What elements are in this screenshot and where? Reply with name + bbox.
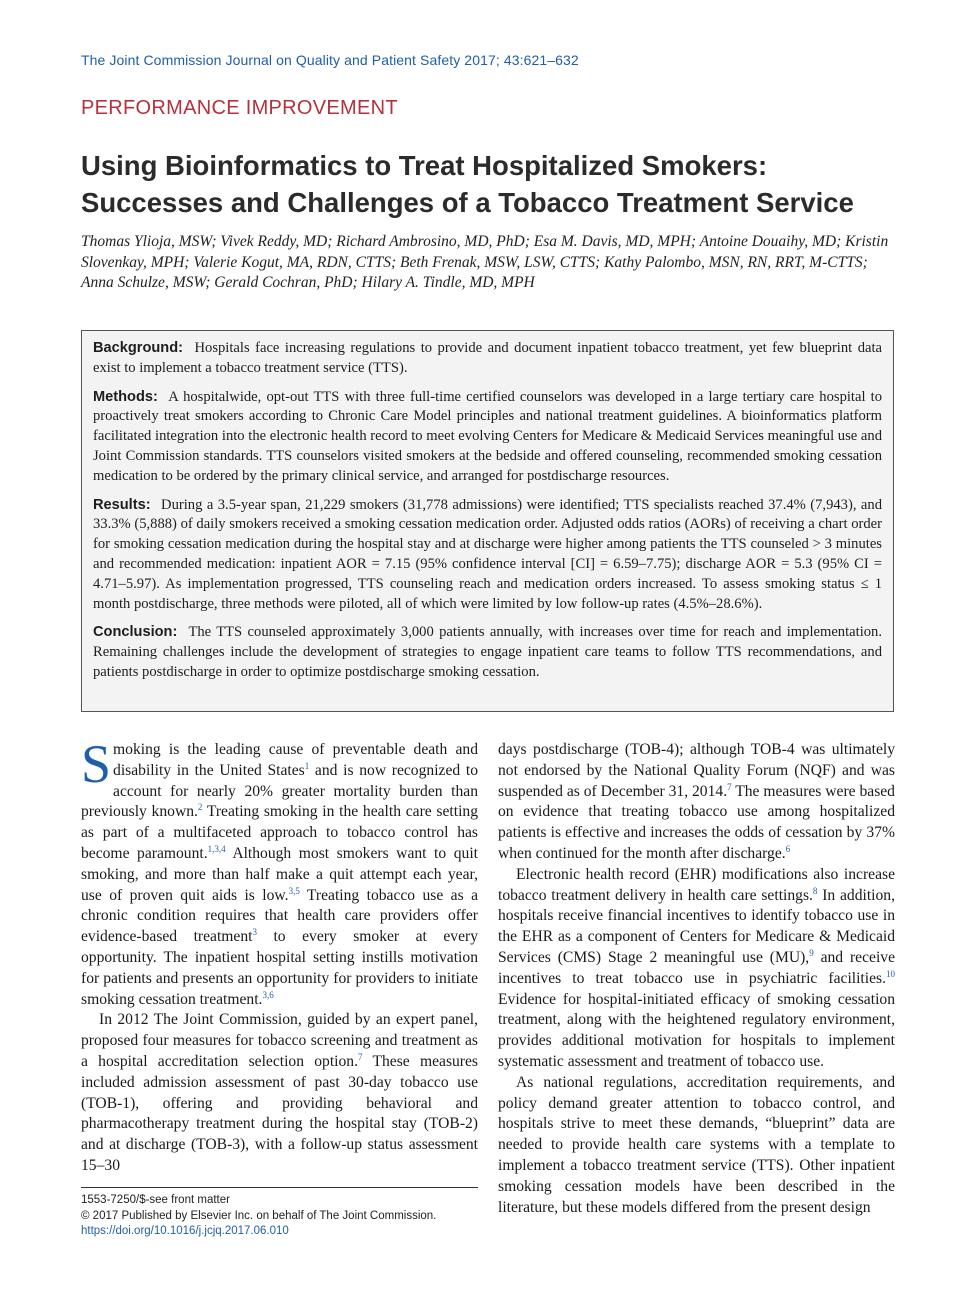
journal-citation: The Joint Commission Journal on Quality and Patient Safety 2017; 43:621–632 [81,52,579,68]
article-title [81,147,901,221]
title-line-2: Successes and Challenges of a Tobacco Treatment Service [81,187,854,218]
drop-cap: S [81,734,112,794]
body-paragraph-5: As national regulations, accreditation requirements, and policy demand greater attention to tobacco control, and hospitals strive to meet these demands, “blueprint” data are needed to provide health care systems with a template to implement a tobacco treatment service (TTS). Other inpatient smoking cessation models have been described in the literature, but these models differed from the present design [498,1073,895,1216]
section-label: PERFORMANCE IMPROVEMENT [81,97,398,119]
citation-ref[interactable]: 3,6 [262,989,274,1000]
body-text: In addition, hospitals receive financial incentives to identify tobacco use in the EHR as a component of Centers for Medicare & Medicaid Services (CMS) Stage 2 meaningful use (MU), [498,886,895,966]
copyright-line: © 2017 Published by Elsevier Inc. on behalf of The Joint Commission. [81,1209,437,1222]
citation-ref[interactable]: 1 [304,760,310,771]
body-text: In 2012 The Joint Commission, guided by an expert panel, proposed four measures for tobacco screening and treatment as a hospital accreditation selection option. [81,1011,478,1070]
title-line-1: Using Bioinformatics to Treat Hospitalized Smokers: [81,150,768,181]
body-text: These measures included admission assessment of past 30-day tobacco use (TOB-1), offering and providing behavioral and pharmacotherapy treatment during the hospital stay (TOB-2) and at discharge (TOB-3), with a follow-up status assessment 15–30 [81,1052,478,1174]
body-column-left [81,734,478,1177]
footnote-divider [81,1187,478,1188]
methods-heading: Methods: [93,388,158,405]
background-heading: Background: [93,340,183,356]
citation-ref[interactable]: 7 [358,1051,363,1062]
body-text: Electronic health record (EHR) modifications also increase tobacco treatment delivery in health care settings. [498,865,895,904]
body-paragraph-3 [498,740,895,865]
abstract-conclusion [93,623,882,682]
body-column-right [498,740,895,1218]
abstract-results [93,496,882,615]
body-text: moking is the leading cause of preventable death and disability in the United States [113,741,478,779]
body-text: and is now recognized to account for nearly 20% greater mortality burden than previously known. [81,761,478,821]
author-list: Thomas Ylioja, MSW; Vivek Reddy, MD; Richard Ambrosino, MD, PhD; Esa M. Davis, MD, MPH; Antoine Douaihy, MD; Kristin Slovenkay, MPH; Valerie Kogut, MA, RDN, CTTS; Beth Frenak, MSW, LSW, CTTS; Kathy Palombo, MSN, RN, RRT, M-CTTS; Anna Schulze, MSW; Gerald Cochran, PhD; Hilary A. Tindle, MD, MPH [81,233,889,291]
citation-ref[interactable]: 8 [812,885,818,896]
conclusion-heading: Conclusion: [93,624,178,641]
body-text: Treating tobacco use as a chronic condition requires that health care providers offer evidence-based treatment [81,886,478,946]
body-text: The measures were based on evidence that treating tobacco use among hospitalized patients is effective and increases the odds of cessation by 37% when continued for the month after discharge. [498,782,895,862]
citation-ref[interactable]: 9 [809,947,814,958]
body-text: Evidence for hospital-initiated efficacy of smoking cessation treatment, along with the heightened regulatory environment, provides additional motivation for hospitals to implement systematic assessment and treatment of tobacco use. [498,990,895,1070]
citation-ref[interactable]: 10 [886,968,895,979]
doi-link[interactable]: https://doi.org/10.1016/j.jcjq.2017.06.010 [81,1225,289,1237]
body-paragraph-1 [81,734,478,1010]
body-paragraph-2 [81,1010,478,1176]
body-text: days postdischarge (TOB-4); although TOB-4 was ultimately not endorsed by the National Quality Forum (NQF) and was suspended as of December 31, 2014. [498,741,895,800]
abstract-methods [93,388,882,487]
body-text: to every smoker at every opportunity. The inpatient hospital setting instills motivation for patients and presents an opportunity for providers to initiate smoking cessation treatment. [81,928,478,1008]
background-text: Hospitals face increasing regulations to provide and document inpatient tobacco treatment, yet few blueprint data exist to implement a tobacco treatment service (TTS). [93,340,883,376]
citation-ref[interactable]: 6 [785,843,791,854]
results-heading: Results: [93,496,151,513]
body-text: Treating smoking in the health care setting as part of a multifaceted approach to tobacco control has become paramount. [81,803,478,862]
citation-ref[interactable]: 2 [197,802,203,813]
methods-text: A hospitalwide, opt-out TTS with three full-time certified counselors was developed in a large tertiary care hospital to proactively treat smokers according to Chronic Care Model principles and national treatment guidelines. A bioinformatics platform facilitated integration into the electronic health record to meet evolving Centers for Medicare & Medicaid Services meaningful use and Joint Commission standards. TTS counselors visited smokers at the bedside and offered counseling, recommended smoking cessation medication to be ordered by the primary clinical service, and arranged for postdischarge resources. [93,388,882,484]
body-text: and receive incentives to treat tobacco use in psychiatric facilities. [498,948,895,987]
conclusion-text: The TTS counseled approximately 3,000 patients annually, with increases over time for reach and implementation. Remaining challenges include the development of strategies to engage inpatient care teams to follow TTS recommendations, and patients postdischarge in order to optimize postdischarge smoking cessation. [93,624,882,680]
issn-line: 1553-7250/$-see front matter [81,1194,230,1206]
footnote-block [81,1193,436,1240]
abstract-box [81,330,894,712]
citation-ref[interactable]: 1,3,4 [207,843,226,854]
body-paragraph-4 [498,865,895,1073]
citation-ref[interactable]: 7 [727,781,732,792]
citation-ref[interactable]: 3,5 [288,885,300,896]
results-text: During a 3.5-year span, 21,229 smokers (31,778 admissions) were identified; TTS specialists reached 37.4% (7,943), and 33.3% (5,888) of daily smokers received a smoking cessation medication order. Adjusted odds ratios (AORs) of receiving a chart order for smoking cessation medication during the hospital stay and at discharge were higher among patients the TTS counseled > 3 minutes and recommended medication: inpatient AOR = 7.15 (95% confidence interval [CI] = 6.59–7.75); discharge AOR = 5.3 (95% CI = 4.71–5.97). As implementation progressed, TTS counseling reach and medication orders increased. To assess smoking status ≤ 1 month postdischarge, three methods were piloted, all of which were limited by low follow-up rates (4.5%–28.6%). [93,496,882,612]
abstract-background [93,339,882,379]
citation-ref[interactable]: 3 [252,926,257,937]
body-text: Although most smokers want to quit smoking, and more than half make a quit attempt each year, use of proven quit aids is low. [81,844,478,904]
